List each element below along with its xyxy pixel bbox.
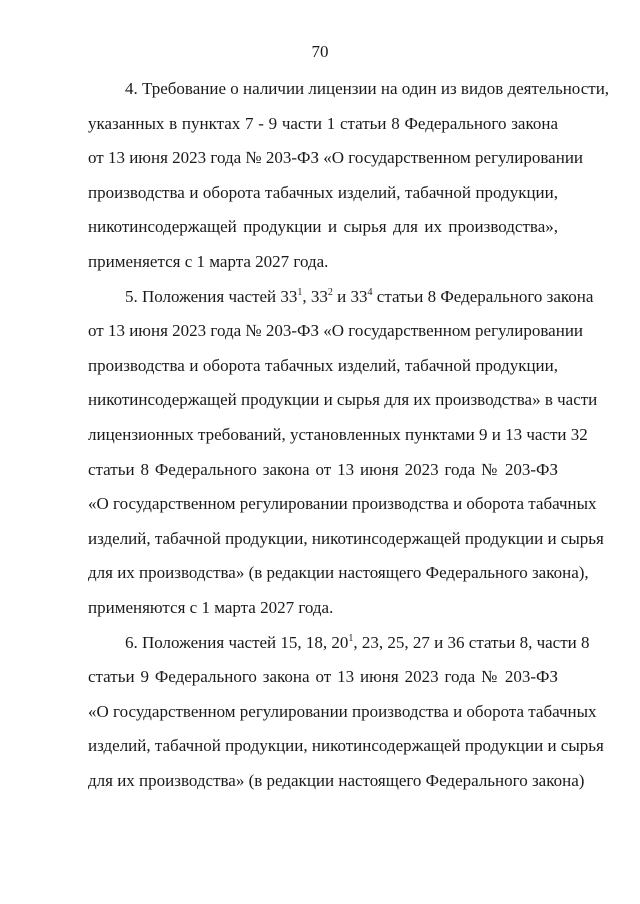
text-line: «О государственном регулировании производства и оборота табачных [88, 701, 597, 721]
text-line: изделий, табачной продукции, никотинсодержащей продукции и сырья [88, 528, 604, 548]
text-line [88, 280, 594, 315]
text-line: от 13 июня 2023 года № 203-ФЗ «О государственном регулировании [88, 321, 584, 341]
text-line: указанных в пунктах 7 - 9 части 1 статьи 8 Федерального закона [88, 113, 558, 133]
text-line: производства и оборота табачных изделий, табачной продукции, [88, 355, 558, 375]
text-line: никотинсодержащей продукции и сырья для их производства», [88, 217, 558, 237]
superscript: 4 [367, 286, 373, 298]
text-line: производства и оборота табачных изделий, табачной продукции, [88, 182, 558, 202]
superscript: 1 [348, 632, 354, 644]
text-line: «О государственном регулировании производства и оборота табачных [88, 494, 597, 514]
text-line [88, 626, 590, 661]
text-line: для их производства» (в редакции настоящего Федерального закона), [88, 563, 589, 583]
text-line: изделий, табачной продукции, никотинсодержащей продукции и сырья [88, 736, 604, 756]
text-line: для их производства» (в редакции настоящего Федерального закона) [88, 770, 585, 790]
text-line: от 13 июня 2023 года № 203-ФЗ «О государственном регулировании [88, 148, 584, 168]
paragraph-4 [88, 72, 610, 280]
text-fragment: и 33 [332, 286, 368, 306]
text-fragment: 5. Положения частей 33 [125, 286, 298, 306]
document-body [88, 72, 610, 798]
paragraph-5 [88, 280, 604, 626]
text-fragment: статьи 8 Федерального закона [372, 286, 594, 306]
text-fragment: , 23, 25, 27 и 36 статьи 8, части 8 [353, 632, 590, 652]
text-line: лицензионных требований, установленных пунктами 9 и 13 части 32 [88, 424, 588, 444]
text-fragment: , 33 [302, 286, 328, 306]
paragraph-6 [88, 626, 604, 799]
superscript: 2 [327, 286, 333, 298]
text-line: статьи 8 Федерального закона от 13 июня 2023 года № 203-ФЗ [88, 459, 558, 479]
page-number: 70 [311, 42, 329, 61]
text-line: применяется с 1 марта 2027 года. [88, 251, 329, 271]
text-line: никотинсодержащей продукции и сырья для их производства» в части [88, 390, 598, 410]
text-line: применяются с 1 марта 2027 года. [88, 597, 334, 617]
text-line: статьи 9 Федерального закона от 13 июня 2023 года № 203-ФЗ [88, 667, 558, 687]
text-line: 4. Требование о наличии лицензии на один из видов деятельности, [125, 79, 610, 98]
superscript: 1 [297, 286, 303, 298]
text-fragment: 6. Положения частей 15, 18, 20 [125, 632, 349, 652]
